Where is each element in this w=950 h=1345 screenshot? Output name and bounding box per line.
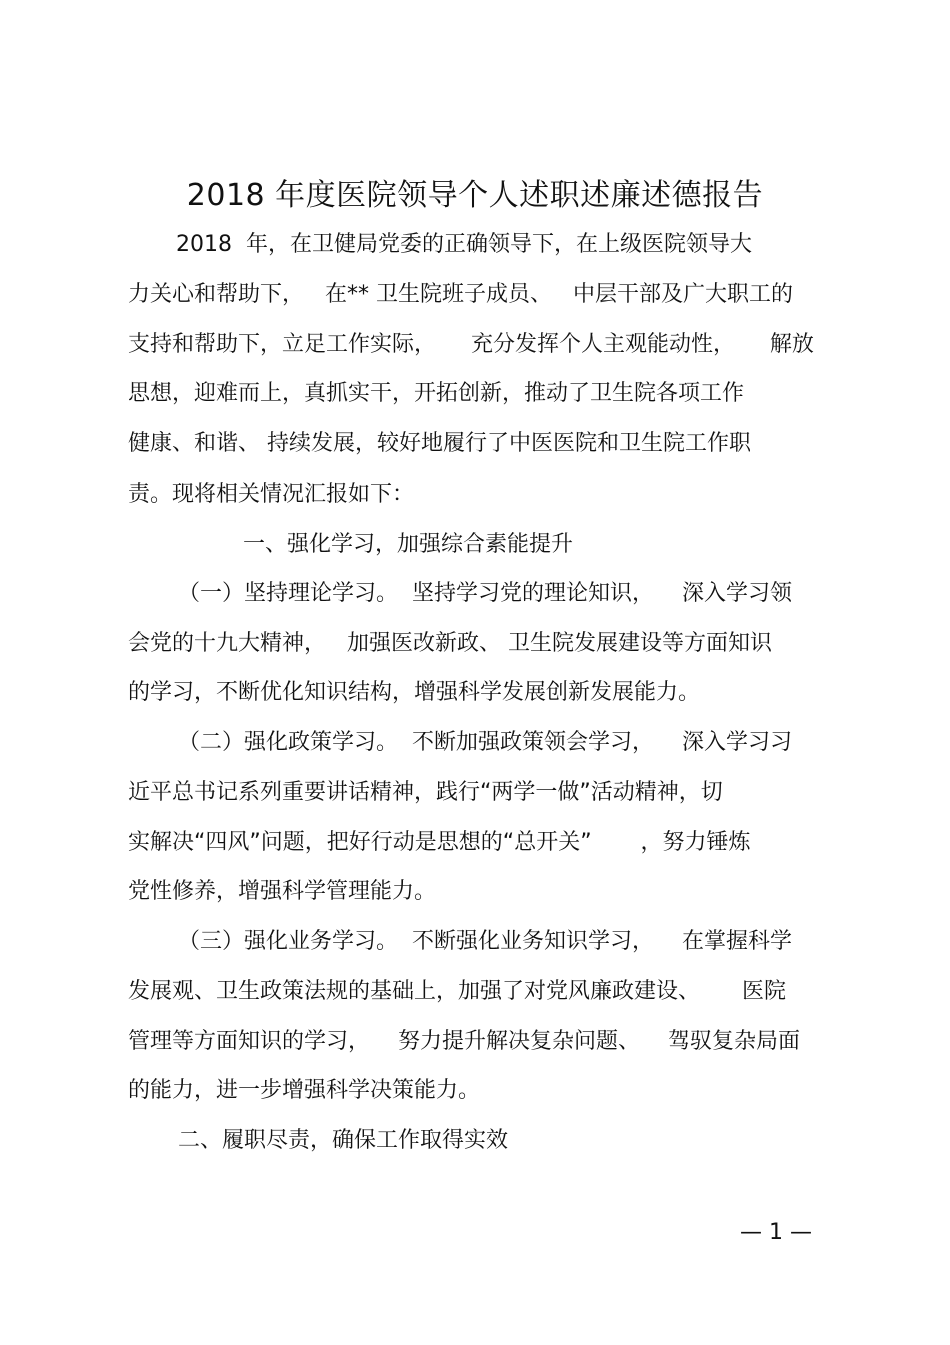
- paragraph-line: 健康、和谐、 持续发展，较好地履行了中医医院和卫生院工作职: [128, 431, 751, 456]
- paragraph-line: 管理等方面知识的学习， 努力提升解决复杂问题、 驾驭复杂局面: [128, 1029, 800, 1054]
- paragraph-line: 的能力，进一步增强科学决策能力。: [128, 1078, 481, 1103]
- paragraph-line: 近平总书记系列重要讲话精神，践行“两学一做”活动精神，切: [128, 780, 723, 805]
- paragraph-line: 实解决“四风”问题，把好行动是思想的“总开关” ，努力锤炼: [128, 830, 751, 855]
- paragraph-line: 会党的十九大精神， 加强医改新政、 卫生院发展建设等方面知识: [128, 631, 772, 656]
- paragraph-line: 的学习，不断优化知识结构，增强科学发展创新发展能力。: [128, 680, 701, 705]
- paragraph-line: 思想，迎难而上，真抓实干，开拓创新，推动了卫生院各项工作: [128, 381, 745, 406]
- section-heading: 一、强化学习，加强综合素能提升: [243, 532, 574, 557]
- paragraph-line: 2018 年，在卫健局党委的正确领导下，在上级医院领导大: [176, 232, 752, 257]
- paragraph-line: 责。现将相关情况汇报如下：: [128, 482, 415, 507]
- paragraph-line: （三）强化业务学习。 不断强化业务知识学习， 在掌握科学: [178, 929, 792, 954]
- paragraph-line: （一）坚持理论学习。 坚持学习党的理论知识， 深入学习领: [178, 581, 792, 606]
- page-number: — 1 —: [740, 1220, 812, 1245]
- paragraph-line: 力关心和帮助下， 在** 卫生院班子成员、 中层干部及广大职工的: [128, 282, 793, 307]
- section-heading: 二、履职尽责，确保工作取得实效: [178, 1128, 509, 1153]
- paragraph-line: 党性修养，增强科学管理能力。: [128, 879, 437, 904]
- paragraph-line: （二）强化政策学习。 不断加强政策领会学习， 深入学习习: [178, 730, 792, 755]
- paragraph-line: 支持和帮助下，立足工作实际， 充分发挥个人主观能动性， 解放: [128, 332, 814, 357]
- document-title: 2018 年度医院领导个人述职述廉述德报告: [186, 178, 764, 213]
- paragraph-line: 发展观、卫生政策法规的基础上，加强了对党风廉政建设、 医院: [128, 979, 786, 1004]
